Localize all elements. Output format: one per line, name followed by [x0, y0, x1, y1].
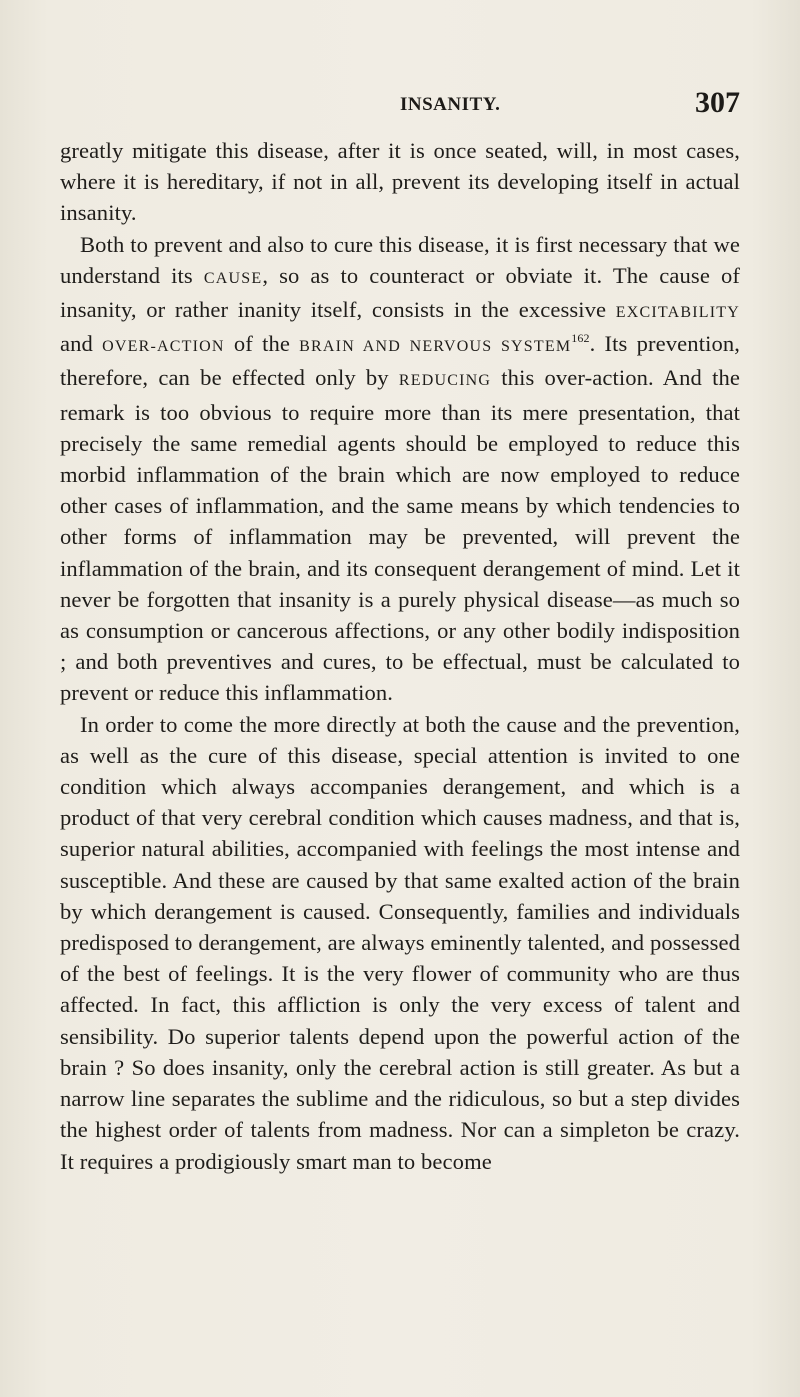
small-caps-term: OVER-ACTION — [102, 338, 225, 356]
text-run: and — [60, 331, 103, 357]
small-caps-term: EXCITABILITY — [615, 304, 740, 322]
body-text — [60, 135, 740, 1177]
text-run: this over-action. And the remark is too obvious to require more than its mere presentation, that precisely the same remedial agents should be employed to reduce this morbid inflammation of the brain which are now employed to reduce other cases of inflammation, and the same means by which tendencies to other forms of inflammation may be prevented, will prevent the inflammation of the brain, and its consequent derangement of mind. Let it never be forgotten that insanity is a purely physical disease—as much so as consumption or cancerous affections, or any other bodily indisposition ; and both preventives and cures, to be effectual, must be calculated to prevent or reduce this inflammation. — [60, 365, 740, 706]
small-caps-term: BRAIN AND NERVOUS SYSTEM — [299, 338, 572, 356]
page-number: 307 — [695, 86, 740, 119]
text-run: . Its prevention, therefore, can be effected only by — [60, 331, 740, 391]
running-head: INSANITY. — [400, 94, 501, 115]
small-caps-term: REDUCING — [398, 372, 492, 390]
text-run: of the — [224, 331, 300, 357]
page-header — [60, 86, 740, 126]
footnote-reference: 162 — [571, 331, 590, 346]
paragraph-continued: greatly mitigate this disease, after it is once seated, will, in most cases, where it is hereditary, if not in all, prevent its developing itself in actual insanity. — [60, 138, 740, 226]
text-run: Both to prevent and also to cure this disease, it is first necessary that we understand its — [60, 231, 740, 288]
small-caps-term: CAUSE — [203, 269, 263, 287]
paragraph-cause — [60, 229, 740, 709]
text-run: , so as to counteract or obviate it. The cause of insanity, or rather inanity itself, consists in the excessive — [60, 262, 741, 323]
paragraph-prevention: In order to come the more directly at both the cause and the prevention, as well as the cure of this disease, special attention is invited to one condition which always accompanies derangement, and which is a product of that very cerebral condition which causes madness, and that is, superior natural abilities, accompanied with feelings the most intense and susceptible. And these are caused by that same exalted action of the brain by which derangement is caused. Consequently, families and individuals predisposed to derangement, are always eminently talented, and possessed of the best of feelings. It is the very flower of community who are thus affected. In fact, this affliction is only the very excess of talent and sensibility. Do superior talents depend upon the powerful action of the brain ? So does insanity, only the cerebral action is still greater. As but a narrow line separates the sublime and the ridiculous, so but a step divides the highest order of talents from madness. Nor can a simpleton be crazy. It requires a prodigiously smart man to become — [60, 711, 740, 1174]
